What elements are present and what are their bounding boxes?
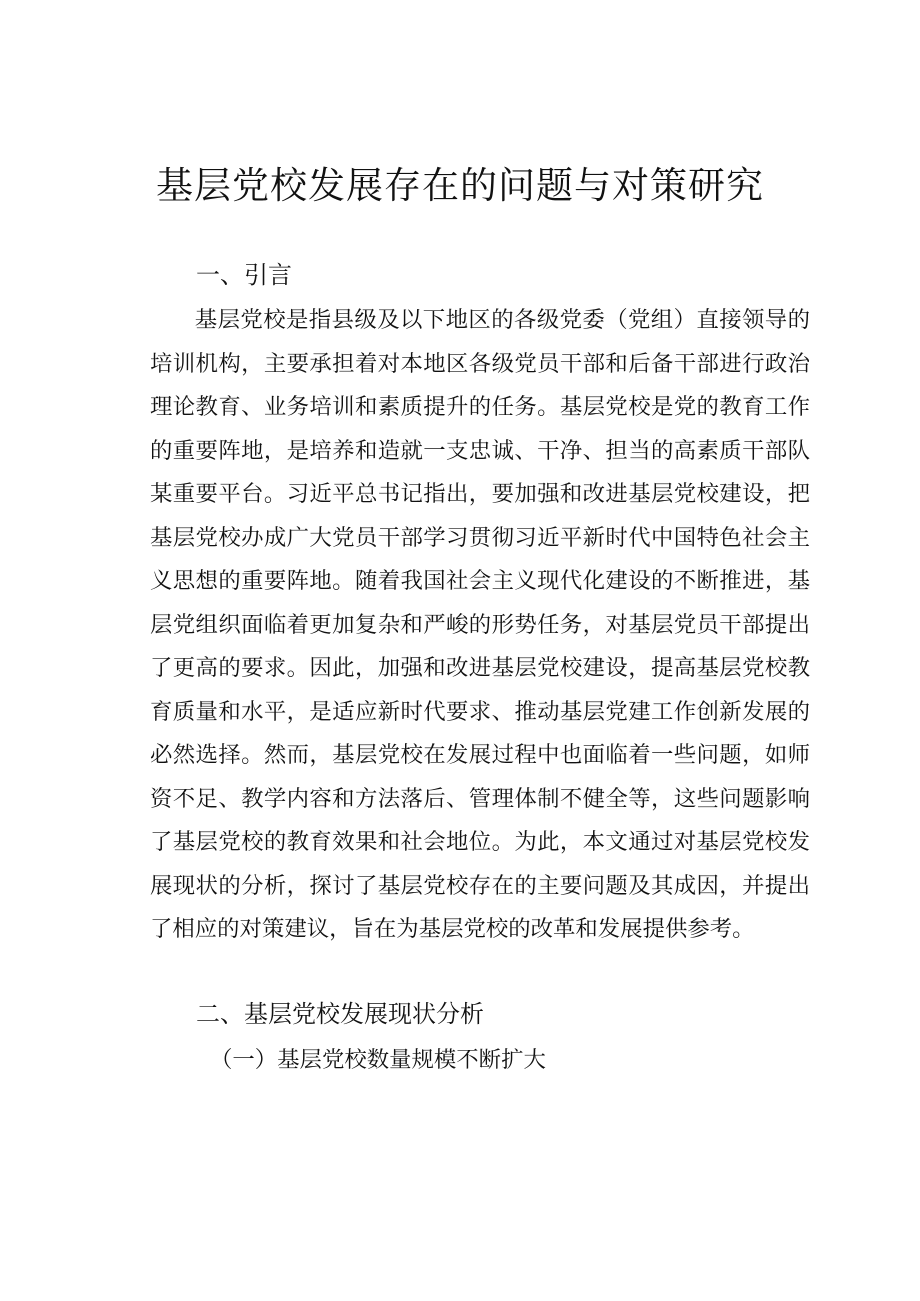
subsection-heading-scale-expansion: （一）基层党校数量规模不断扩大 — [210, 1047, 546, 1073]
section-heading-status-analysis: 二、基层党校发展现状分析 — [196, 1000, 484, 1028]
introduction-paragraph: 基层党校是指县级及以下地区的各级党委（党组）直接领导的培训机构，主要承担着对本地区各级党员干部和后备干部进行政治理论教育、业务培训和素质提升的任务。基层党校是党的教育工作的重要阵地，是培养和造就一支忠诚、干净、担当的高素质干部队某重要平台。习近平总书记指出，要加强和改进基层党校建设，把基层党校办成广大党员干部学习贯彻习近平新时代中国特色社会主义思想的重要阵地。随着我国社会主义现代化建设的不断推进，基层党组织面临着更加复杂和严峻的形势任务，对基层党员干部提出了更高的要求。因此，加强和改进基层党校建设，提高基层党校教育质量和水平，是适应新时代要求、推动基层党建工作创新发展的必然选择。然而，基层党校在发展过程中也面临着一些问题，如师资不足、教学内容和方法落后、管理体制不健全等，这些问题影响了基层党校的教育效果和社会地位。为此，本文通过对基层党校发展现状的分析，探讨了基层党校存在的主要问题及其成因，并提出了相应的对策建议，旨在为基层党校的改革和发展提供参考。 — [150, 307, 810, 942]
section-heading-introduction: 一、引言 — [196, 261, 292, 289]
document-title: 基层党校发展存在的问题与对策研究 — [156, 164, 764, 207]
